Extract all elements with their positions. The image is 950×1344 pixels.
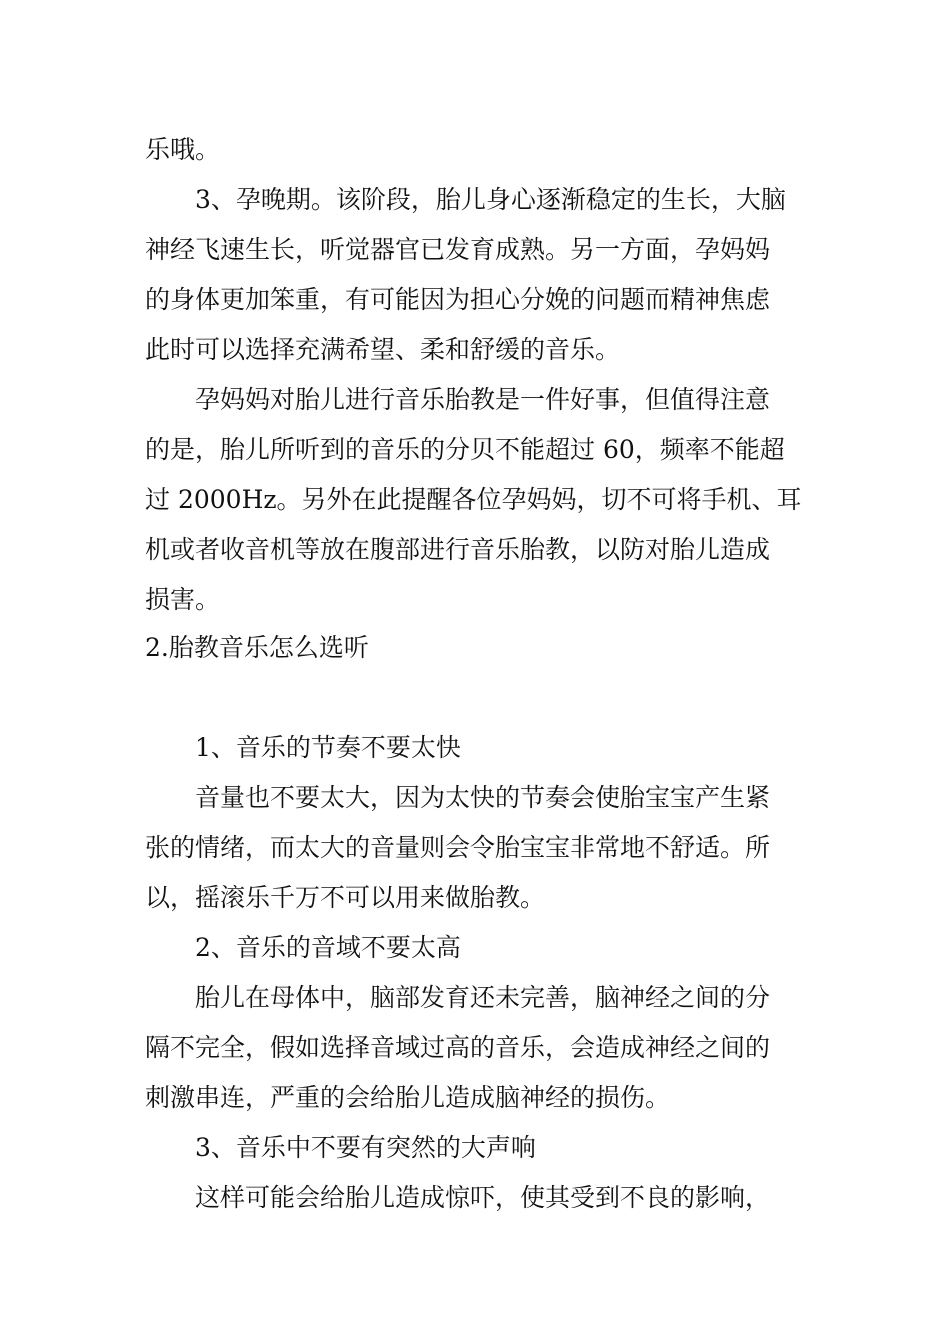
paragraph-line: 损害。 bbox=[145, 585, 221, 614]
paragraph-line: 这样可能会给胎儿造成惊吓，使其受到不良的影响， bbox=[195, 1183, 771, 1212]
section-heading: 2.胎教音乐怎么选听 bbox=[145, 633, 369, 662]
paragraph-line: 以，摇滚乐千万不可以用来做胎教。 bbox=[145, 883, 546, 912]
paragraph-line: 此时可以选择充满希望、柔和舒缓的音乐。 bbox=[145, 335, 621, 364]
paragraph-line: 的是，胎儿所听到的音乐的分贝不能超过 60，频率不能超 bbox=[145, 435, 785, 464]
paragraph-line: 乐哦。 bbox=[145, 135, 221, 164]
paragraph-line: 孕妈妈对胎儿进行音乐胎教是一件好事，但值得注意 bbox=[195, 385, 771, 414]
paragraph-line: 隔不完全，假如选择音域过高的音乐，会造成神经之间的 bbox=[145, 1033, 771, 1062]
paragraph-line: 过 2000Hz。另外在此提醒各位孕妈妈，切不可将手机、耳 bbox=[145, 485, 802, 514]
paragraph-line: 神经飞速生长，听觉器官已发育成熟。另一方面，孕妈妈 bbox=[145, 235, 771, 264]
paragraph-line: 音量也不要太大，因为太快的节奏会使胎宝宝产生紧 bbox=[195, 783, 771, 812]
paragraph-line: 张的情绪，而太大的音量则会令胎宝宝非常地不舒适。所 bbox=[145, 833, 771, 862]
paragraph-line: 的身体更加笨重，有可能因为担心分娩的问题而精神焦虑 bbox=[145, 285, 771, 314]
subheading-line: 2、音乐的音域不要太高 bbox=[195, 933, 461, 962]
paragraph-line: 刺激串连，严重的会给胎儿造成脑神经的损伤。 bbox=[145, 1083, 671, 1112]
paragraph-line: 3、孕晚期。该阶段，胎儿身心逐渐稳定的生长，大脑 bbox=[195, 185, 786, 214]
subheading-line: 3、音乐中不要有突然的大声响 bbox=[195, 1133, 536, 1162]
subheading-line: 1、音乐的节奏不要太快 bbox=[195, 733, 461, 762]
paragraph-line: 机或者收音机等放在腹部进行音乐胎教，以防对胎儿造成 bbox=[145, 535, 771, 564]
paragraph-line: 胎儿在母体中，脑部发育还未完善，脑神经之间的分 bbox=[195, 983, 771, 1012]
